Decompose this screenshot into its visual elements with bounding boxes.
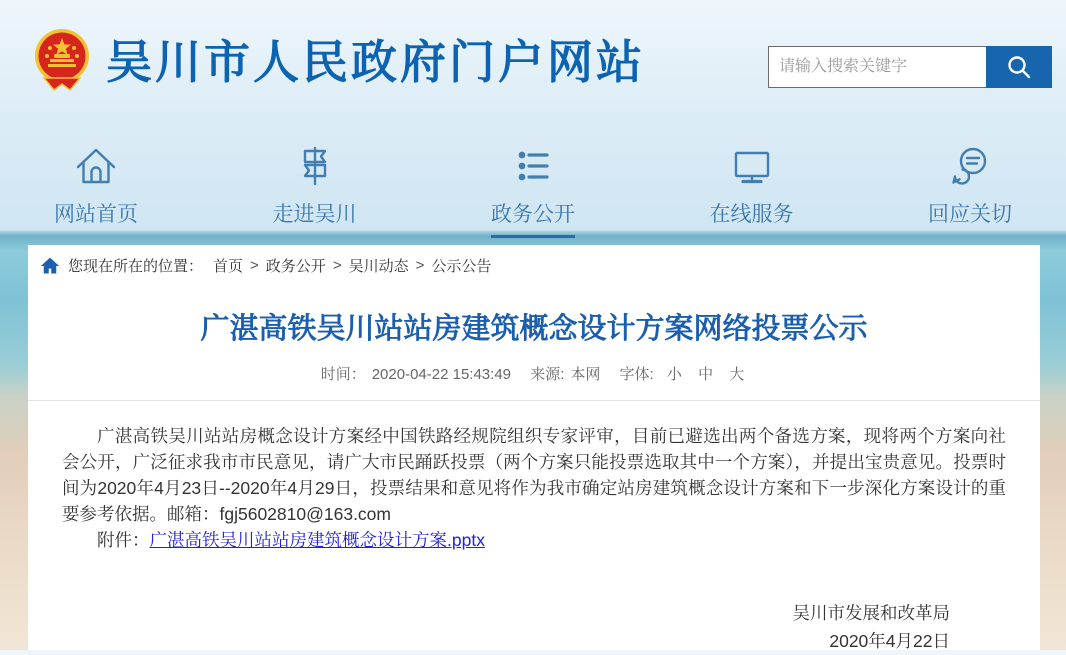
search-icon: [1005, 53, 1033, 81]
breadcrumb-item-dynamics[interactable]: 吴川动态: [348, 258, 409, 275]
page-header: [0, 0, 1066, 137]
search-button[interactable]: [986, 46, 1052, 88]
nav-item-response[interactable]: [900, 142, 1040, 234]
font-size-small-button[interactable]: 小: [666, 366, 682, 383]
article-body: [28, 401, 1040, 655]
site-brand[interactable]: [30, 26, 645, 92]
site-title: 吴川市人民政府门户网站: [106, 36, 645, 88]
attachment-label: 附件：: [97, 530, 150, 550]
breadcrumb-item-home[interactable]: 首页: [213, 258, 244, 275]
attachment-line: [62, 527, 1006, 553]
breadcrumb-item-notices[interactable]: 公示公告: [431, 258, 492, 275]
signpost-icon: [291, 142, 339, 190]
breadcrumb-prefix: 您现在所在的位置：: [68, 258, 204, 275]
search-bar: [768, 46, 1052, 88]
monitor-icon: [728, 142, 776, 190]
home-icon: [72, 142, 120, 190]
breadcrumb-separator: >: [332, 257, 342, 274]
nav-label-about: 走进吴川: [272, 203, 357, 226]
signature-org: 吴川市发展和改革局: [792, 603, 950, 623]
breadcrumb-item-gov-info[interactable]: 政务公开: [265, 258, 326, 275]
chat-icon: [946, 142, 994, 190]
nav-item-home[interactable]: [26, 142, 166, 234]
article-meta: [28, 363, 1040, 384]
nav-label-gov-info: 政务公开: [491, 198, 575, 238]
breadcrumb-separator: >: [250, 257, 259, 274]
list-icon: [509, 142, 557, 190]
breadcrumb-separator: >: [415, 257, 425, 274]
meta-time-label: 时间：: [320, 366, 366, 383]
nav-item-gov-info[interactable]: [463, 142, 603, 234]
attachment-link[interactable]: 广湛高铁吴川站站房建筑概念设计方案.pptx: [149, 530, 485, 550]
meta-source-label: 来源:: [530, 366, 565, 383]
meta-source-value: 本网: [570, 366, 601, 383]
font-size-large-button[interactable]: 大: [729, 366, 745, 383]
article-signature: [62, 599, 1006, 655]
article-paragraph: 广湛高铁吴川站站房概念设计方案经中国铁路经规院组织专家评审，目前已避选出两个备选方案，现将两个方案向社会公开，广泛征求我市市民意见，请广大市民踊跃投票（两个方案只能投票选取其中一个方案），并提出宝贵意见。投票时间为2020年4月23日--2020年4月29日，投票结果和意见将作为我市确定站房建筑概念设计方案和下一步深化方案设计的重要参考依据。邮箱：fgj5602810@163.com: [62, 426, 1006, 524]
nav-label-response: 回应关切: [928, 203, 1012, 226]
national-emblem-icon: [30, 26, 94, 92]
main-nav: [0, 142, 1066, 234]
meta-font-label: 字体:: [619, 366, 654, 383]
nav-item-online-service[interactable]: [682, 142, 822, 234]
meta-time-value: 2020-04-22 15:43:49: [371, 366, 512, 383]
nav-label-home: 网站首页: [54, 203, 138, 226]
signature-date: 2020年4月22日: [829, 631, 950, 651]
font-size-medium-button[interactable]: 中: [698, 366, 714, 383]
nav-label-online-service: 在线服务: [709, 203, 794, 226]
nav-item-about[interactable]: [245, 142, 385, 234]
breadcrumb: [28, 245, 1040, 282]
search-input[interactable]: [768, 46, 986, 88]
content-panel: [28, 245, 1040, 650]
article-title: 广湛高铁吴川站站房建筑概念设计方案网络投票公示: [200, 313, 868, 345]
breadcrumb-home-icon[interactable]: [40, 256, 60, 276]
